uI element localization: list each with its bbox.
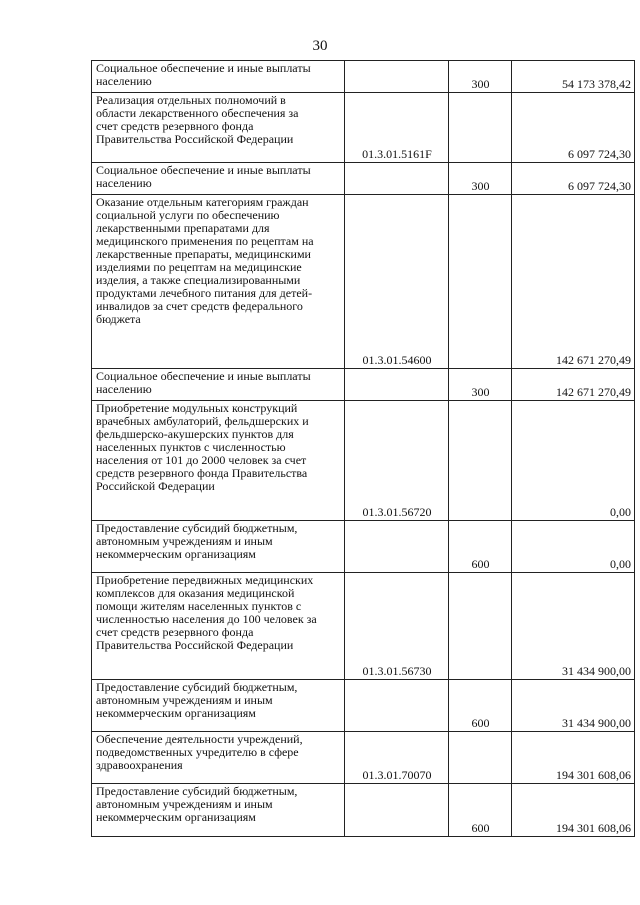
row-expense-type: 600	[449, 784, 512, 837]
row-code: 01.3.01.5161F	[345, 93, 449, 163]
row-name: Социальное обеспечение и иные выплаты населению	[92, 163, 345, 195]
row-name: Приобретение передвижных медицинских комплексов для оказания медицинской помощи жителям населенных пунктов с численностью населения до 100 человек за счет средств резервного фонда Правительства Российской Федерации	[92, 573, 345, 680]
row-sum: 142 671 270,49	[512, 369, 635, 401]
row-name: Предоставление субсидий бюджетным, автономным учреждениям и иным некоммерческим организациям	[92, 680, 345, 732]
row-code	[345, 680, 449, 732]
row-sum: 6 097 724,30	[512, 93, 635, 163]
row-name: Оказание отдельным категориям граждан социальной услуги по обеспечению лекарственными препаратами для медицинского применения по рецептам на лекарственные препараты, медицинскими изделиями по рецептам на медицинские изделия, а также специализированными продуктами лечебного питания для детей- инвалидов за счет средств федерального бюджета	[92, 195, 345, 369]
budget-table	[91, 60, 635, 837]
table-row	[92, 195, 635, 369]
row-expense-type: 600	[449, 680, 512, 732]
row-code	[345, 784, 449, 837]
row-name: Приобретение модульных конструкций врачебных амбулаторий, фельдшерских и фельдшерско-акушерских пунктов для населенных пунктов с численностью населения от 101 до 2000 человек за счет средств резервного фонда Правительства Российской Федерации	[92, 401, 345, 521]
row-expense-type: 300	[449, 369, 512, 401]
row-name: Предоставление субсидий бюджетным, автономным учреждениям и иным некоммерческим организациям	[92, 521, 345, 573]
row-expense-type: 300	[449, 61, 512, 93]
row-code	[345, 521, 449, 573]
row-expense-type	[449, 195, 512, 369]
table-row	[92, 573, 635, 680]
row-expense-type	[449, 573, 512, 680]
row-code	[345, 61, 449, 93]
row-code: 01.3.01.70070	[345, 732, 449, 784]
row-expense-type: 300	[449, 163, 512, 195]
row-expense-type: 600	[449, 521, 512, 573]
table-row	[92, 61, 635, 93]
row-code: 01.3.01.54600	[345, 195, 449, 369]
row-sum: 31 434 900,00	[512, 680, 635, 732]
row-code: 01.3.01.56720	[345, 401, 449, 521]
row-sum: 142 671 270,49	[512, 195, 635, 369]
row-sum: 194 301 608,06	[512, 732, 635, 784]
row-code	[345, 163, 449, 195]
row-code: 01.3.01.56730	[345, 573, 449, 680]
budget-table-body	[92, 61, 635, 837]
table-row	[92, 369, 635, 401]
row-expense-type	[449, 401, 512, 521]
table-row	[92, 521, 635, 573]
row-sum: 194 301 608,06	[512, 784, 635, 837]
row-name: Реализация отдельных полномочий в области лекарственного обеспечения за счет средств резервного фонда Правительства Российской Федерации	[92, 93, 345, 163]
row-sum: 54 173 378,42	[512, 61, 635, 93]
table-row	[92, 163, 635, 195]
row-sum: 0,00	[512, 521, 635, 573]
row-expense-type	[449, 732, 512, 784]
table-row	[92, 784, 635, 837]
table-row	[92, 680, 635, 732]
row-code	[345, 369, 449, 401]
table-row	[92, 93, 635, 163]
row-name: Обеспечение деятельности учреждений, подведомственных учредителю в сфере здравоохранения	[92, 732, 345, 784]
row-sum: 0,00	[512, 401, 635, 521]
row-name: Предоставление субсидий бюджетным, автономным учреждениям и иным некоммерческим организациям	[92, 784, 345, 837]
page-number: 30	[312, 38, 328, 54]
table-row	[92, 401, 635, 521]
row-expense-type	[449, 93, 512, 163]
row-sum: 31 434 900,00	[512, 573, 635, 680]
row-sum: 6 097 724,30	[512, 163, 635, 195]
table-row	[92, 732, 635, 784]
row-name: Социальное обеспечение и иные выплаты населению	[92, 369, 345, 401]
row-name: Социальное обеспечение и иные выплаты населению	[92, 61, 345, 93]
